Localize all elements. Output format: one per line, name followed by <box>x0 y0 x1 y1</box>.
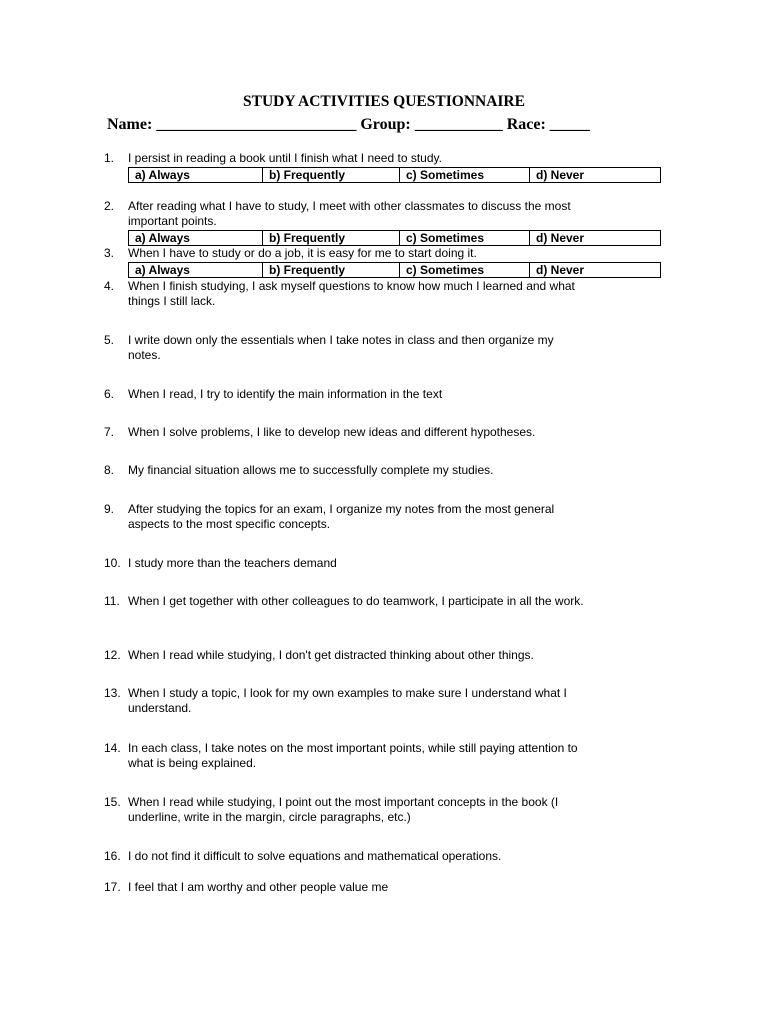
question-number: 7. <box>104 425 115 439</box>
option-never[interactable]: d) Never <box>529 231 660 245</box>
option-frequently[interactable]: b) Frequently <box>262 168 399 182</box>
option-never[interactable]: d) Never <box>529 263 660 277</box>
question-text: I feel that I am worthy and other people value me <box>128 880 389 894</box>
question-number: 15. <box>104 795 121 809</box>
question-text: When I solve problems, I like to develop new ideas and different hypotheses. <box>128 425 536 439</box>
question-text: I persist in reading a book until I finish what I need to study. <box>128 151 442 165</box>
question-text: When I finish studying, I ask myself questions to know how much I learned and what things I still lack. <box>128 279 575 308</box>
question-number: 8. <box>104 463 115 477</box>
option-sometimes[interactable]: c) Sometimes <box>399 231 529 245</box>
question-number: 17. <box>104 880 121 894</box>
question-text: When I study a topic, I look for my own examples to make sure I understand what I understand. <box>128 686 567 715</box>
answer-options-1 <box>128 167 661 183</box>
question-number: 3. <box>104 246 115 260</box>
document-title: STUDY ACTIVITIES QUESTIONNAIRE <box>243 93 525 110</box>
option-always[interactable]: a) Always <box>135 231 190 245</box>
question-number: 13. <box>104 686 121 700</box>
question-number: 11. <box>104 594 120 608</box>
question-text: I write down only the essentials when I take notes in class and then organize my notes. <box>128 333 554 362</box>
option-sometimes[interactable]: c) Sometimes <box>399 263 529 277</box>
answer-options-2 <box>128 230 661 246</box>
question-number: 9. <box>104 502 115 516</box>
option-frequently[interactable]: b) Frequently <box>262 231 399 245</box>
question-text: After studying the topics for an exam, I organize my notes from the most general aspects to the most specific concepts. <box>128 502 555 531</box>
question-number: 6. <box>104 387 115 401</box>
question-text: When I get together with other colleagues to do teamwork, I participate in all the work. <box>128 594 584 608</box>
answer-options-3 <box>128 262 661 278</box>
question-text: I do not find it difficult to solve equations and mathematical operations. <box>128 849 502 863</box>
question-number: 16. <box>104 849 121 863</box>
option-always[interactable]: a) Always <box>135 263 190 277</box>
question-text: My financial situation allows me to successfully complete my studies. <box>128 463 494 477</box>
question-text: In each class, I take notes on the most important points, while still paying attention to what is being explained. <box>128 741 578 770</box>
question-text: When I read while studying, I don't get distracted thinking about other things. <box>128 648 534 662</box>
option-frequently[interactable]: b) Frequently <box>262 263 399 277</box>
question-text: When I have to study or do a job, it is easy for me to start doing it. <box>128 246 477 260</box>
question-text: After reading what I have to study, I meet with other classmates to discuss the most important points. <box>128 199 571 228</box>
question-number: 12. <box>104 648 121 662</box>
question-number: 2. <box>104 199 115 213</box>
question-number: 10. <box>104 556 121 570</box>
option-sometimes[interactable]: c) Sometimes <box>399 168 529 182</box>
question-text: When I read while studying, I point out the most important concepts in the book (I underline, write in the margin, circle paragraphs, etc.) <box>128 795 559 824</box>
question-text: I study more than the teachers demand <box>128 556 337 570</box>
option-always[interactable]: a) Always <box>135 168 190 182</box>
name-group-race-line: Name: _________________________ Group: ___________ Race: _____ <box>107 116 590 133</box>
question-text: When I read, I try to identify the main information in the text <box>128 387 443 401</box>
option-never[interactable]: d) Never <box>529 168 660 182</box>
question-number: 5. <box>104 333 115 347</box>
question-number: 4. <box>104 279 115 293</box>
question-number: 1. <box>104 151 115 165</box>
question-number: 14. <box>104 741 121 755</box>
